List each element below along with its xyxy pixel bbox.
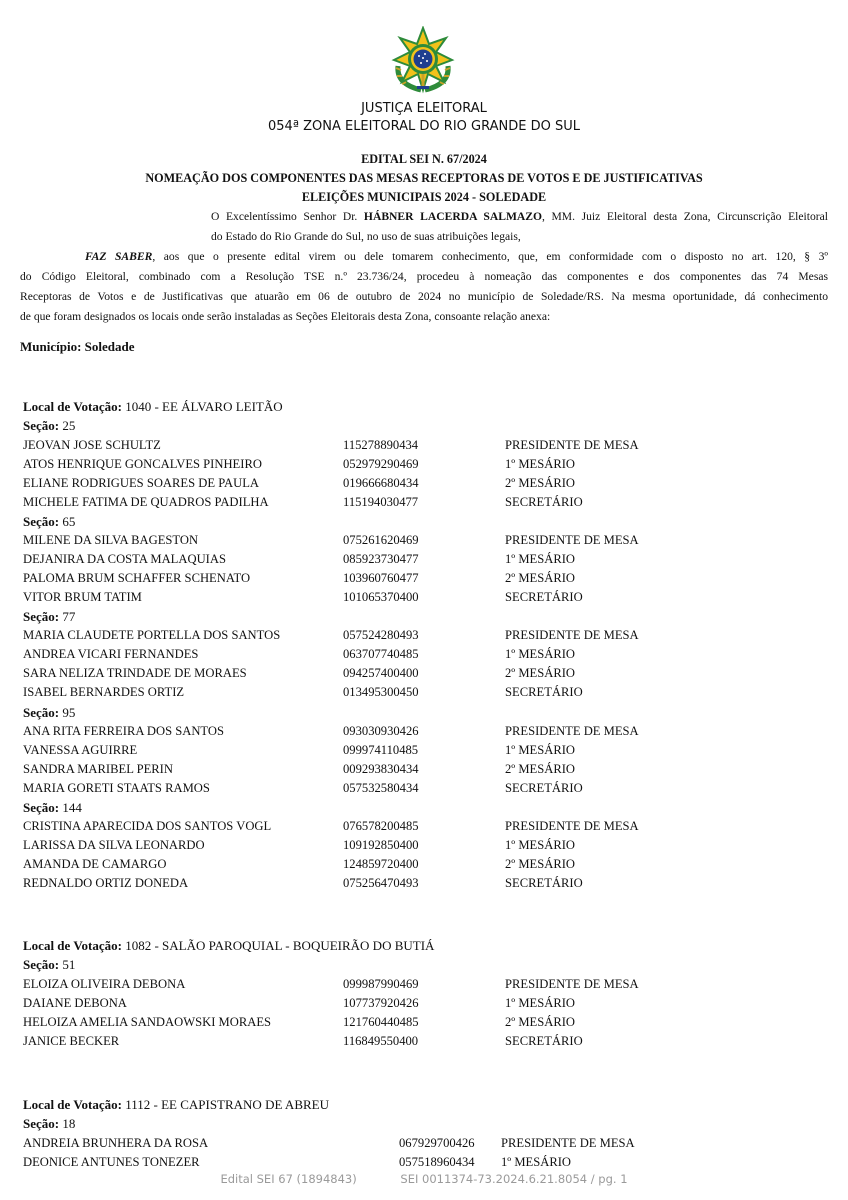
table-row: ATOS HENRIQUE GONCALVES PINHEIRO 052979290469 1º MESÁRIO (23, 457, 576, 471)
table-row: ANA RITA FERREIRA DOS SANTOS 093030930426 PRESIDENTE DE MESA (23, 724, 639, 738)
secao-heading: Seção: 144 (23, 800, 82, 815)
body-line-3: Receptoras de Votos e de Justificativas que atuarão em 06 de outubro de 2024 no município de Soledade/RS. Na mesma oportunidade, dá conhecimento (20, 290, 828, 303)
header-institution: JUSTIÇA ELEITORAL (361, 101, 487, 116)
local-heading: Local de Votação: 1112 - EE CAPISTRANO DE ABREU (23, 1097, 329, 1112)
table-row: MICHELE FATIMA DE QUADROS PADILHA 115194030477 SECRETÁRIO (23, 495, 583, 509)
local-heading: Local de Votação: 1040 - EE ÁLVARO LEITÃO (23, 399, 283, 414)
secao-heading: Seção: 77 (23, 609, 76, 624)
secao-heading: Seção: 95 (23, 705, 76, 720)
table-row: HELOIZA AMELIA SANDAOWSKI MORAES 121760440485 2º MESÁRIO (23, 1015, 576, 1029)
intro-line-2: do Estado do Rio Grande do Sul, no uso de suas atribuições legais, (211, 230, 521, 243)
secao-heading: Seção: 18 (23, 1116, 76, 1131)
body-line-1 (85, 247, 828, 267)
footer-document-ref: Edital SEI 67 (1894843) (220, 1172, 357, 1186)
table-row: MARIA GORETI STAATS RAMOS 057532580434 SECRETÁRIO (23, 781, 583, 795)
table-row: DEONICE ANTUNES TONEZER 057518960434 1º MESÁRIO (23, 1155, 572, 1169)
table-row: MILENE DA SILVA BAGESTON 075261620469 PRESIDENTE DE MESA (23, 533, 639, 547)
table-row: ANDREA VICARI FERNANDES 063707740485 1º MESÁRIO (23, 647, 576, 661)
table-row: SARA NELIZA TRINDADE DE MORAES 094257400400 2º MESÁRIO (23, 666, 576, 680)
municipio-heading: Município: Soledade (20, 339, 135, 354)
secao-heading: Seção: 65 (23, 514, 76, 529)
edital-number: EDITAL SEI N. 67/2024 (361, 152, 487, 166)
intro-pre: O Excelentíssimo Senhor Dr. (211, 210, 358, 223)
edital-election: ELEIÇÕES MUNICIPAIS 2024 - SOLEDADE (301, 190, 547, 204)
body-line-4: de que foram designados os locais onde serão instaladas as Seções Eleitorais desta Zona, consoante relação anexa: (20, 310, 551, 323)
secao-heading: Seção: 25 (23, 418, 76, 433)
judge-name: HÁBNER LACERDA SALMAZO (363, 210, 543, 223)
table-row: LARISSA DA SILVA LEONARDO 109192850400 1º MESÁRIO (23, 838, 576, 852)
table-row: ELOIZA OLIVEIRA DEBONA 099987990469 PRESIDENTE DE MESA (23, 977, 639, 991)
edital-subject: NOMEAÇÃO DOS COMPONENTES DAS MESAS RECEPTORAS DE VOTOS E DE JUSTIFICATIVAS (145, 171, 703, 185)
table-row: DEJANIRA DA COSTA MALAQUIAS 085923730477 1º MESÁRIO (23, 552, 576, 566)
page-footer (0, 1172, 848, 1186)
table-row: ELIANE RODRIGUES SOARES DE PAULA 019666680434 2º MESÁRIO (23, 476, 576, 490)
local-heading: Local de Votação: 1082 - SALÃO PAROQUIAL - BOQUEIRÃO DO BUTIÁ (23, 938, 435, 953)
table-row: CRISTINA APARECIDA DOS SANTOS VOGL 076578200485 PRESIDENTE DE MESA (23, 819, 639, 833)
body-line-2: do Código Eleitoral, combinado com a Resolução TSE n.º 23.736/24, procedeu à nomeação das componentes e dos componentes das 74 Mesas (20, 270, 828, 283)
intro-post: , MM. Juiz Eleitoral desta Zona, Circunscrição Eleitoral (542, 210, 828, 223)
table-row: JEOVAN JOSE SCHULTZ 115278890434 PRESIDENTE DE MESA (23, 438, 639, 452)
body-line-1-text: , aos que o presente edital virem ou dele tomarem conhecimento, que, em conformidade com o disposto no art. 120, § 3º (152, 250, 828, 263)
table-row: ANDREIA BRUNHERA DA ROSA 067929700426 PRESIDENTE DE MESA (23, 1136, 635, 1150)
secao-heading: Seção: 51 (23, 957, 76, 972)
coat-of-arms-icon (388, 26, 458, 96)
table-row: VANESSA AGUIRRE 099974110485 1º MESÁRIO (23, 743, 576, 757)
table-row: SANDRA MARIBEL PERIN 009293830434 2º MESÁRIO (23, 762, 576, 776)
intro-line-1 (211, 207, 828, 227)
table-row: JANICE BECKER 116849550400 SECRETÁRIO (23, 1034, 583, 1048)
faz-saber: FAZ SABER (85, 250, 153, 263)
table-row: REDNALDO ORTIZ DONEDA 075256470493 SECRETÁRIO (23, 876, 583, 890)
header-zone: 054ª ZONA ELEITORAL DO RIO GRANDE DO SUL (268, 119, 580, 134)
table-row: VITOR BRUM TATIM 101065370400 SECRETÁRIO (23, 590, 583, 604)
table-row: DAIANE DEBONA 107737920426 1º MESÁRIO (23, 996, 576, 1010)
footer-process-ref: SEI 0011374-73.2024.6.21.8054 / pg. 1 (400, 1172, 628, 1186)
table-row: ISABEL BERNARDES ORTIZ 013495300450 SECRETÁRIO (23, 685, 583, 699)
table-row: MARIA CLAUDETE PORTELLA DOS SANTOS 057524280493 PRESIDENTE DE MESA (23, 628, 639, 642)
table-row: PALOMA BRUM SCHAFFER SCHENATO 103960760477 2º MESÁRIO (23, 571, 576, 585)
table-row: AMANDA DE CAMARGO 124859720400 2º MESÁRIO (23, 857, 576, 871)
